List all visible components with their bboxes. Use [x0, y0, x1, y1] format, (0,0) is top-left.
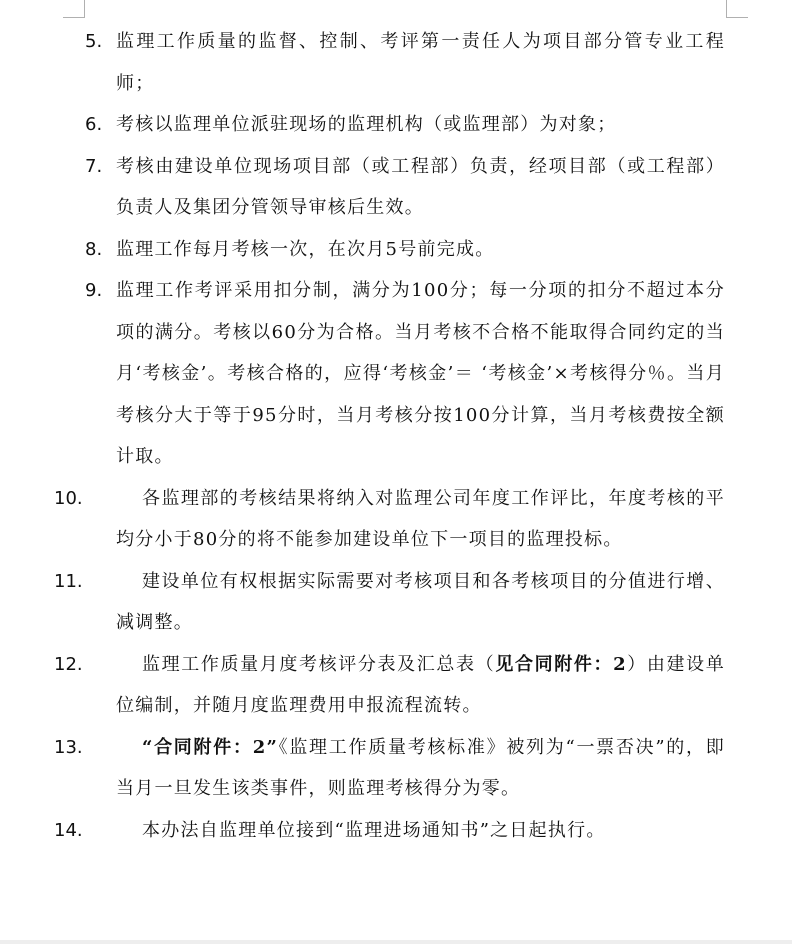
- list-item-9: [85, 270, 725, 478]
- document-body: [54, 21, 726, 851]
- list-text: 考核以监理单位派驻现场的监理机构（或监理部）为对象；: [116, 114, 617, 135]
- list-text-after: ）由建设单位编制，并随月度监理费用申报流程流转。: [116, 653, 726, 716]
- list-number: 13.: [54, 736, 83, 758]
- list-item-13: [54, 727, 725, 810]
- list-text: 本办法自监理单位接到“监理进场通知书”之日起执行。: [142, 819, 606, 841]
- page-bottom-edge: [0, 940, 792, 944]
- page-corner-mark-right: [726, 0, 748, 18]
- list-text: 建设单位有权根据实际需要对考核项目和各考核项目的分值进行增、减调整。: [116, 570, 725, 633]
- list-number: 11.: [54, 570, 83, 592]
- list-number: 10.: [54, 487, 83, 509]
- list-text: 监理工作考评采用扣分制，满分为100分；每一分项的扣分不超过本分项的满分。考核以60分为合格。当月考核不合格不能取得合同约定的当月‘考核金’。考核合格的，应得‘考核金’＝ ‘考核金’×考核得分％。当月考核分大于等于95分时，当月考核分按100分计算，当月考核费按全额计取。: [116, 280, 725, 467]
- list-item-10: [54, 478, 725, 561]
- list-number: 7.: [85, 155, 103, 177]
- list-text: 各监理部的考核结果将纳入对监理公司年度工作评比，年度考核的平均分小于80分的将不能参加建设单位下一项目的监理投标。: [116, 487, 725, 550]
- list-text: 考核由建设单位现场项目部（或工程部）负责，经项目部（或工程部）负责人及集团分管领导审核后生效。: [116, 155, 725, 218]
- list-text: 监理工作每月考核一次，在次月5号前完成。: [116, 238, 495, 260]
- list-text-before: 监理工作质量月度考核评分表及汇总表（: [142, 653, 496, 675]
- list-item-7: [85, 146, 725, 229]
- list-number: 9.: [85, 280, 103, 301]
- list-text: 监理工作质量的监督、控制、考评第一责任人为项目部分管专业工程师；: [116, 31, 725, 94]
- list-text-bold: 见合同附件：2: [495, 653, 627, 675]
- list-text-after: 《监理工作质量考核标准》被列为“一票否决”的，即当月一旦发生该类事件，则监理考核得分为零。: [116, 736, 725, 799]
- list-item-11: [54, 561, 725, 644]
- list-number: 8.: [85, 238, 103, 260]
- list-number: 12.: [54, 653, 83, 675]
- page-corner-mark-left: [63, 0, 85, 18]
- list-item-6: [85, 104, 725, 146]
- list-number: 5.: [85, 31, 103, 52]
- list-number: 6.: [85, 114, 103, 135]
- list-number: 14.: [54, 819, 83, 841]
- list-item-14: [54, 810, 725, 852]
- list-item-12: [54, 644, 726, 727]
- list-item-5: [85, 21, 725, 104]
- list-text-bold: “合同附件：2”: [142, 736, 279, 758]
- list-item-8: [85, 229, 725, 271]
